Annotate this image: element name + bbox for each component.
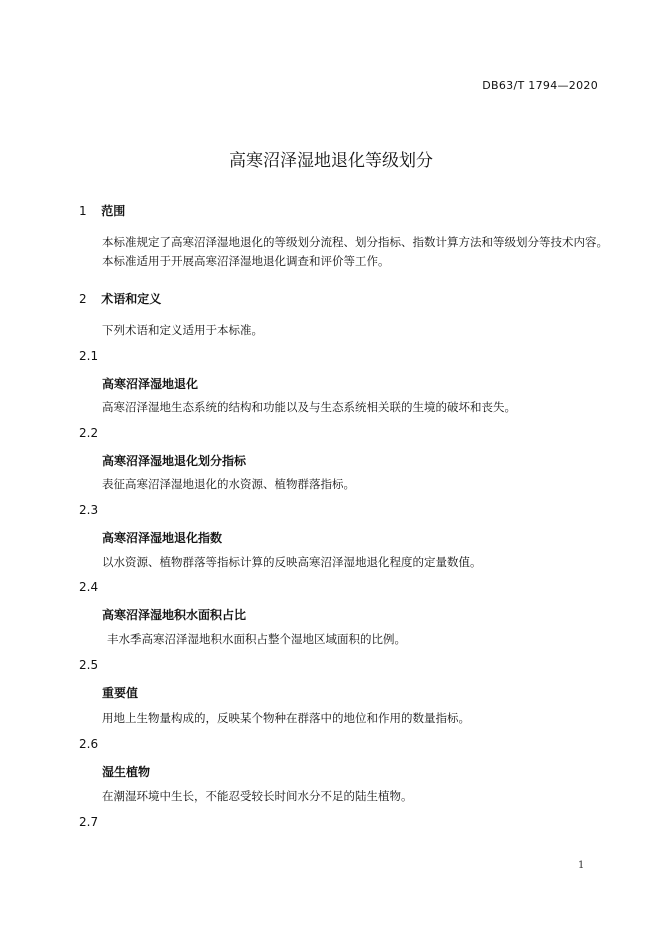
terms-intro: 下列术语和定义适用于本标准。 <box>102 323 263 337</box>
standard-code: DB63/T 1794—2020 <box>482 79 598 92</box>
term-number: 2.2 <box>79 426 99 440</box>
section-title: 术语和定义 <box>101 292 162 306</box>
section-1-heading <box>79 202 125 219</box>
term-number: 2.6 <box>79 737 99 751</box>
term-title: 重要值 <box>102 686 139 700</box>
term-number: 2.7 <box>79 815 99 829</box>
term-title: 高寒沼泽湿地退化划分指标 <box>102 454 247 468</box>
section-2-heading <box>79 290 161 307</box>
page-number: 1 <box>578 860 585 871</box>
term-number: 2.1 <box>79 349 99 363</box>
term-title: 高寒沼泽湿地退化 <box>102 377 199 391</box>
document-title: 高寒沼泽湿地退化等级划分 <box>229 151 433 171</box>
scope-paragraph-1: 本标准规定了高寒沼泽湿地退化的等级划分流程、划分指标、指数计算方法和等级划分等技术内容。 <box>102 235 608 249</box>
term-definition: 表征高寒沼泽湿地退化的水资源、植物群落指标。 <box>102 477 355 491</box>
term-number: 2.3 <box>79 503 99 517</box>
term-number: 2.4 <box>79 580 99 594</box>
term-number: 2.5 <box>79 658 99 672</box>
section-number: 2 <box>79 292 87 306</box>
term-title: 高寒沼泽湿地积水面积占比 <box>102 608 247 622</box>
term-definition: 以水资源、植物群落等指标计算的反映高寒沼泽湿地退化程度的定量数值。 <box>102 555 482 569</box>
term-definition: 高寒沼泽湿地生态系统的结构和功能以及与生态系统相关联的生境的破坏和丧失。 <box>102 400 516 414</box>
term-definition: 用地上生物量构成的，反映某个物种在群落中的地位和作用的数量指标。 <box>102 711 470 725</box>
scope-paragraph-2: 本标准适用于开展高寒沼泽湿地退化调查和评价等工作。 <box>102 254 390 268</box>
section-title: 范围 <box>101 204 126 218</box>
section-number: 1 <box>79 204 87 218</box>
term-definition: 丰水季高寒沼泽湿地积水面积占整个湿地区域面积的比例。 <box>107 632 406 646</box>
term-title: 高寒沼泽湿地退化指数 <box>102 531 223 545</box>
term-title: 湿生植物 <box>102 765 151 779</box>
term-definition: 在潮湿环境中生长，不能忍受较长时间水分不足的陆生植物。 <box>102 789 413 803</box>
